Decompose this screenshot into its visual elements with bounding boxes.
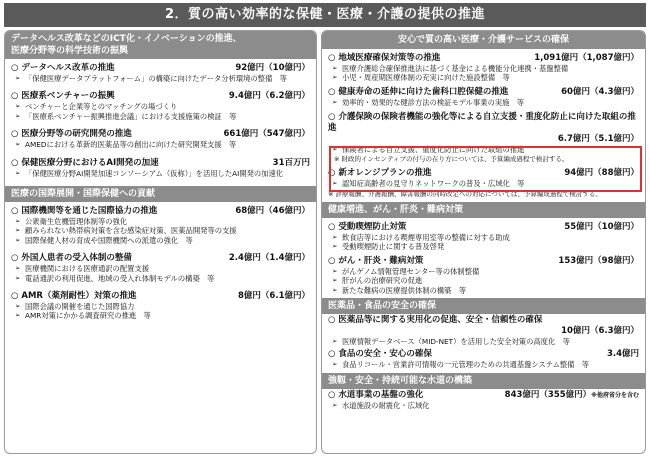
list-item <box>322 221 645 252</box>
left-column <box>4 30 317 454</box>
item-sub: ➢ ベンチャーと企業等とのマッチングの場づくり <box>11 102 310 111</box>
global-items <box>5 205 316 321</box>
item-amount: 68億円（46億円） <box>235 206 310 217</box>
item-sub: ➢ AMR対策にかかる調査研究の推進 等 <box>11 311 310 320</box>
ict-items <box>5 62 316 178</box>
health-items <box>322 221 645 295</box>
item-amount: 2.4億円（1.4億円） <box>228 253 310 264</box>
item-heading: ○ 医療系ベンチャーの振興 <box>11 91 115 102</box>
item-sub: ➢ 新たな難病の医療提供体制の構築 等 <box>328 286 639 295</box>
medical-items <box>322 52 645 107</box>
item-heading: ○ 医療分野等の研究開発の推進 <box>11 129 132 140</box>
item-note: ※ 財政的インセンティブの付与の在り方については、予算編成過程で検討する。 <box>334 154 569 163</box>
item-amount: 55億円（10億円） <box>564 222 639 233</box>
item-amount-suffix: ※他府省分を含む <box>591 391 639 399</box>
item-amount: 9.4億円（6.2億円） <box>228 91 310 102</box>
right-column <box>321 30 646 454</box>
item-sub: ➢ 医療介護総合確保推進法に基づく基金による機能分化連携・基盤整備 <box>328 64 639 73</box>
item-sub: ➢ 国際保健人材の育成や国際機関への派遣の強化 等 <box>11 236 310 245</box>
item-amount: 10億円（6.3億円） <box>561 326 639 337</box>
item-heading: ○ 受動喫煙防止対策 <box>328 222 407 233</box>
list-item <box>322 52 645 83</box>
item-amount: 31百万円 <box>272 157 310 168</box>
item-sub: ➢ 肝がんの治療研究の促進 <box>328 276 639 285</box>
item-sub: ➢ 受動喫煙防止に関する普及啓発 <box>328 242 639 251</box>
page-title: 2．質の高い効率的な保健・医療・介護の提供の推進 <box>4 3 646 27</box>
item-amount: 8億円（6.1億円） <box>238 291 310 302</box>
item-heading: ○ 健康寿命の延伸に向けた歯科口腔保健の推進 <box>328 86 509 97</box>
item-heading: ○ AMR（薬剤耐性）対策の推進 <box>11 291 137 302</box>
item-sub: ➢ がんゲノム情報管理センター等の体制整備 <box>328 267 639 276</box>
item-amount: 92億円（10億円） <box>235 63 310 73</box>
item-heading: ○ がん・肝炎・難病対策 <box>328 255 424 266</box>
section-header-water-supply: 強靱・安全・持続可能な水道の構築 <box>322 373 645 389</box>
list-item <box>5 205 316 245</box>
item-sub: ➢ 公衆衛生危機管理体制等の強化 <box>11 217 310 226</box>
list-item <box>5 252 316 283</box>
section-header-ict: データヘルス改革などのICT化・イノベーションの推進、 医療分野等の科学技術の振興 <box>5 31 316 59</box>
list-item <box>322 255 645 295</box>
item-amount: 3.4億円 <box>606 349 639 360</box>
list-item <box>5 90 316 121</box>
item-food-safety <box>322 348 645 369</box>
item-drug-safety <box>322 314 645 346</box>
section-header-drug-food-safety: 医薬品・食品の安全の確保 <box>322 298 645 314</box>
list-item <box>5 128 316 149</box>
item-heading: ○ 外国人患者の受入体制の整備 <box>11 253 132 264</box>
item-sub: ➢ 飲食店等における喫煙専用室等の整備に対する助成 <box>328 233 639 242</box>
item-sub: ➢ AMEDにおける革新的医薬品等の創出に向けた研究開発支援 等 <box>11 140 310 149</box>
item-heading: ○ 介護保険の保険者機能の強化等による自立支援・重度化防止に向けた取組の推進 <box>328 112 636 134</box>
item-sub: ➢ 国際会議の開催を通じた国際協力 <box>11 302 310 311</box>
item-heading: ○ 水道事業の基盤の強化 <box>328 389 424 400</box>
item-amount: 661億円（547億円） <box>223 129 310 140</box>
item-heading: ○ 新オレンジプランの推進 <box>328 168 432 179</box>
item-sub: ➢ 小児・周産期医療体制の充実に向けた施設整備 等 <box>328 73 639 82</box>
list-item <box>322 86 645 107</box>
item-heading: ○ 医薬品等に関する実用化の促進、安全・信頼性の確保 <box>328 315 543 326</box>
item-sub: ➢ 医療情報データベース（MID-NET）を活用した安全対策の高度化 等 <box>328 337 639 346</box>
remuneration-note: ※ 診療報酬、介護報酬、障害報酬の同時改定への対応については、予算編成過程で検討する。 <box>328 189 602 198</box>
item-sub: ➢ 「医療系ベンチャー振興推進会議」における支援施策の検証 等 <box>11 112 310 121</box>
item-heading: ○ 国際機関等を通じた国際協力の推進 <box>11 206 158 217</box>
item-sub: ➢ 食品リコール・営業許可情報の一元管理のための共通基盤システム整備 等 <box>328 360 639 369</box>
item-amount: 60億円（4.3億円） <box>561 86 639 97</box>
item-sub: ➢ 「保健医療データプラットフォーム」の構築に向けたデータ分析環境の整備 等 <box>11 74 310 83</box>
item-sub: ➢ 保険者による自立支援、重度化防止に向けた取組の推進 <box>328 145 639 154</box>
section-header-health-promotion: 健康増進、がん・肝炎・難病対策 <box>322 202 645 218</box>
item-amount: 153億円（98億円） <box>558 255 639 266</box>
highlight-box <box>329 146 642 192</box>
item-sub: ➢ 医療機関における医療通訳の配置支援 <box>11 264 310 273</box>
item-sub: ➢ 水道施設の耐震化・広域化 <box>328 401 639 410</box>
list-item <box>5 157 316 178</box>
list-item <box>5 62 316 83</box>
item-heading: ○ データヘルス改革の推進 <box>11 63 115 73</box>
item-sub: ➢ 顧みられない熱帯病対策を含む感染症対策、医薬品開発等の支援 <box>11 226 310 235</box>
item-sub: ➢ 「保健医療分野AI開発加速コンソーシアム（仮称）」を活用したAI開発の加速化 <box>11 169 310 178</box>
item-sub: ➢ 効率的・効果的な健診方法の検証モデル事業の実施 等 <box>328 98 639 107</box>
list-item <box>5 290 316 321</box>
item-amount: 843億円（355億円） <box>504 389 592 400</box>
item-heading: ○ 地域医療確保対策等の推進 <box>328 53 441 63</box>
section-header-global-health: 医療の国際展開・国際保健への貢献 <box>5 186 316 202</box>
item-heading: ○ 保健医療分野におけるAI開発の加速 <box>11 157 159 168</box>
item-water <box>322 389 645 410</box>
item-amount: 94億円（88億円） <box>564 168 639 179</box>
item-sub: ➢ 認知症高齢者の見守りネットワークの普及・広域化 等 <box>328 179 639 188</box>
item-amount: 6.7億円（5.1億円） <box>557 134 639 145</box>
section-header-medical-care: 安心で質の高い医療・介護サービスの確保 <box>322 31 645 49</box>
item-sub: ➢ 電話通訳の利用促進、地域の受入れ体制モデルの構築 等 <box>11 274 310 283</box>
item-amount: 1,091億円（1,087億円） <box>534 53 639 63</box>
item-heading: ○ 食品の安全・安心の確保 <box>328 349 432 360</box>
